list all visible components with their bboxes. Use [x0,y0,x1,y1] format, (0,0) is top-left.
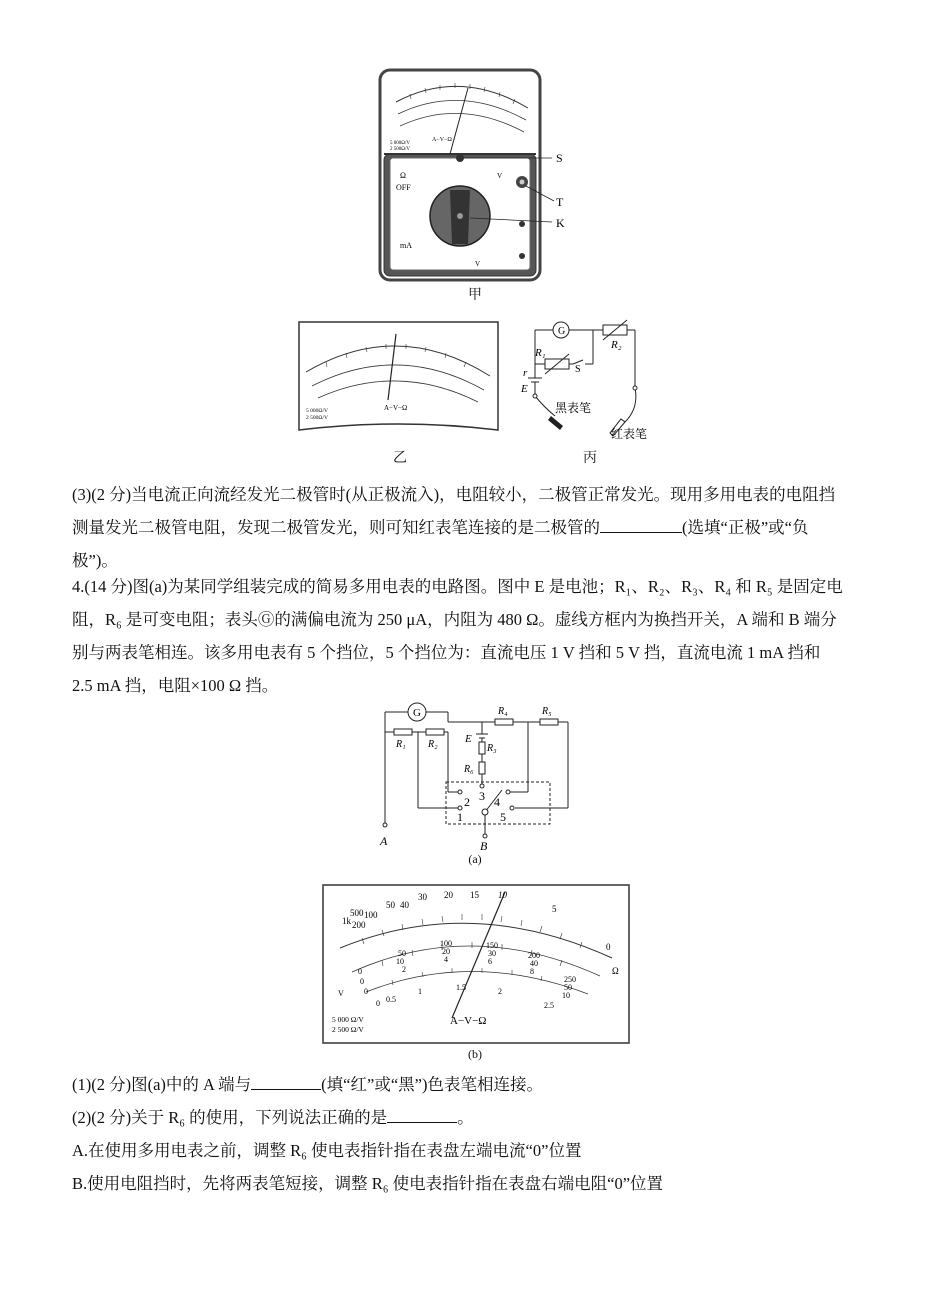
svg-text:2 500 Ω/V: 2 500 Ω/V [332,1025,364,1034]
svg-text:1: 1 [418,987,422,996]
svg-text:10: 10 [498,890,507,900]
svg-text:50: 50 [564,983,572,992]
svg-text:R₃: R₃ [487,743,497,754]
svg-text:2 500Ω/V: 2 500Ω/V [306,415,328,421]
svg-text:OFF: OFF [396,183,411,192]
option-b: B.使用电阻挡时，先将两表笔短接，调整 R₆ 使电表指针指在表盘右端电阻“0”位置 [72,1174,664,1193]
option-a: A.在使用多用电表之前，调整 R₆ 使电表指针指在表盘左端电流“0”位置 [72,1141,582,1160]
svg-text:1: 1 [457,810,463,824]
red-probe-label: 红表笔 [611,427,648,441]
svg-text:30: 30 [418,892,427,902]
svg-text:0: 0 [606,942,611,952]
terminal-b: B [480,839,488,850]
svg-text:E: E [465,733,472,745]
q3-answer-blank[interactable] [600,514,682,533]
svg-text:5 000Ω/V: 5 000Ω/V [306,408,328,414]
svg-text:6: 6 [488,957,492,966]
circuit-figure-a [370,700,585,850]
svg-text:R₄: R₄ [498,706,508,717]
svg-text:2: 2 [464,795,470,809]
svg-text:R₆: R₆ [464,764,474,775]
svg-text:0: 0 [360,977,364,986]
svg-text:5: 5 [500,810,506,824]
svg-text:0: 0 [358,967,362,976]
caption-b: (b) [468,1047,482,1061]
svg-text:40: 40 [530,959,538,968]
svg-text:R₁: R₁ [396,739,406,750]
svg-text:50: 50 [398,949,406,958]
svg-text:100: 100 [364,910,378,920]
svg-text:V: V [475,260,481,268]
svg-text:0: 0 [364,987,368,996]
a-g: G [413,707,421,719]
yi-scale-text: A−V−Ω [384,404,408,412]
svg-text:1.5: 1.5 [456,983,466,992]
svg-text:V: V [338,989,344,998]
svg-text:10: 10 [562,991,570,1000]
label-k: K [556,216,565,230]
caption-a: (a) [468,852,482,866]
svg-text:r: r [523,367,528,379]
svg-text:2: 2 [498,987,502,996]
caption-yi: 乙 [393,451,407,466]
svg-text:R₁: R₁ [535,347,546,359]
multimeter-figure-jia [370,66,580,286]
svg-text:0.5: 0.5 [386,995,396,1004]
q4-1-answer-blank[interactable] [251,1071,321,1090]
svg-text:5 000 Ω/V: 5 000 Ω/V [332,1015,364,1024]
svg-text:2 500Ω/V: 2 500Ω/V [390,147,410,152]
svg-text:200: 200 [528,951,540,960]
label-t: T [556,195,564,209]
svg-text:1k: 1k [342,916,351,926]
svg-text:R₅: R₅ [542,706,552,717]
omega-label: Ω [612,966,619,976]
label-s: S [556,151,563,165]
svg-text:R₂: R₂ [428,739,438,750]
svg-text:20: 20 [444,890,453,900]
question-3: (3)(2 分)当电流正向流经发光二极管时(从正极流入)，电阻较小，二极管正常发光。现用多用电表的电阻挡 测量发光二极管电阻，发现二极管发光，则可知红表笔连接的是二极管的 (选填“正极”或“负 极”)。 [72,485,836,570]
svg-text:40: 40 [400,900,409,910]
black-probe-label: 黑表笔 [555,401,592,415]
svg-text:150: 150 [486,941,498,950]
caption-bing: 丙 [583,451,597,466]
caption-jia: 甲 [468,288,482,303]
svg-text:250: 250 [564,975,576,984]
svg-text:500: 500 [350,908,364,918]
b-scale-text: A−V−Ω [450,1015,487,1027]
jia-scale-text: A−V−Ω [432,137,452,143]
q4-2-answer-blank[interactable] [387,1104,457,1123]
meter-face-b [322,884,630,1044]
svg-text:S: S [575,364,581,375]
svg-text:5: 5 [552,904,557,914]
svg-text:20: 20 [442,947,450,956]
svg-text:50: 50 [386,900,395,910]
svg-text:3: 3 [479,789,485,803]
question-4-parts: (1)(2 分)图(a)中的 A 端与 (填“红”或“黑”)色表笔相连接。 (2)(2 分)关于 R₆ 的使用，下列说法正确的是 。 A.在使用多用电表之前，调整 R₆ 使电表指针指在表盘左端电流“0”位置 B.使用电阻挡时，先将两表笔短接，调整 R₆ 使电表指针指在表盘右端电阻“0”位置 [72,1068,892,1200]
svg-text:0: 0 [376,999,380,1008]
circuit-figure-bing [515,318,665,448]
svg-text:100: 100 [440,939,452,948]
svg-text:15: 15 [470,890,479,900]
svg-text:mA: mA [400,241,412,250]
svg-text:200: 200 [352,920,366,930]
svg-text:30: 30 [488,949,496,958]
question-4: 4.(14 分)图(a)为某同学组装完成的简易多用电表的电路图。图中 E 是电池；R₁、R₂、R₃、R₄ 和 R₅ 是固定电 阻，R₆ 是可变电阻；表头Ⓖ的满偏电流为 250 μA，内阻为 480 Ω。虚线方框内为换挡开关，A 端和 B 端分 别与两表笔相连。该多用电表有 5 个挡位，5 个挡位为：直流电压 1 V 挡和 5 V 挡，直流电流 1 mA 挡和 2.5 mA 挡，电阻×100 Ω 挡。 [72,577,843,695]
svg-text:2: 2 [402,965,406,974]
terminal-a: A [380,834,388,848]
svg-text:4: 4 [444,955,448,964]
svg-text:2.5: 2.5 [544,1001,554,1010]
bing-g: G [558,326,566,337]
svg-text:V: V [497,172,503,180]
svg-text:Ω: Ω [400,171,406,180]
svg-text:R₂: R₂ [611,339,622,351]
svg-text:10: 10 [396,957,404,966]
svg-text:8: 8 [530,967,534,976]
meter-face-yi [296,318,501,438]
svg-text:4: 4 [494,795,500,809]
svg-text:5 000Ω/V: 5 000Ω/V [390,141,410,146]
svg-text:E: E [521,383,528,395]
